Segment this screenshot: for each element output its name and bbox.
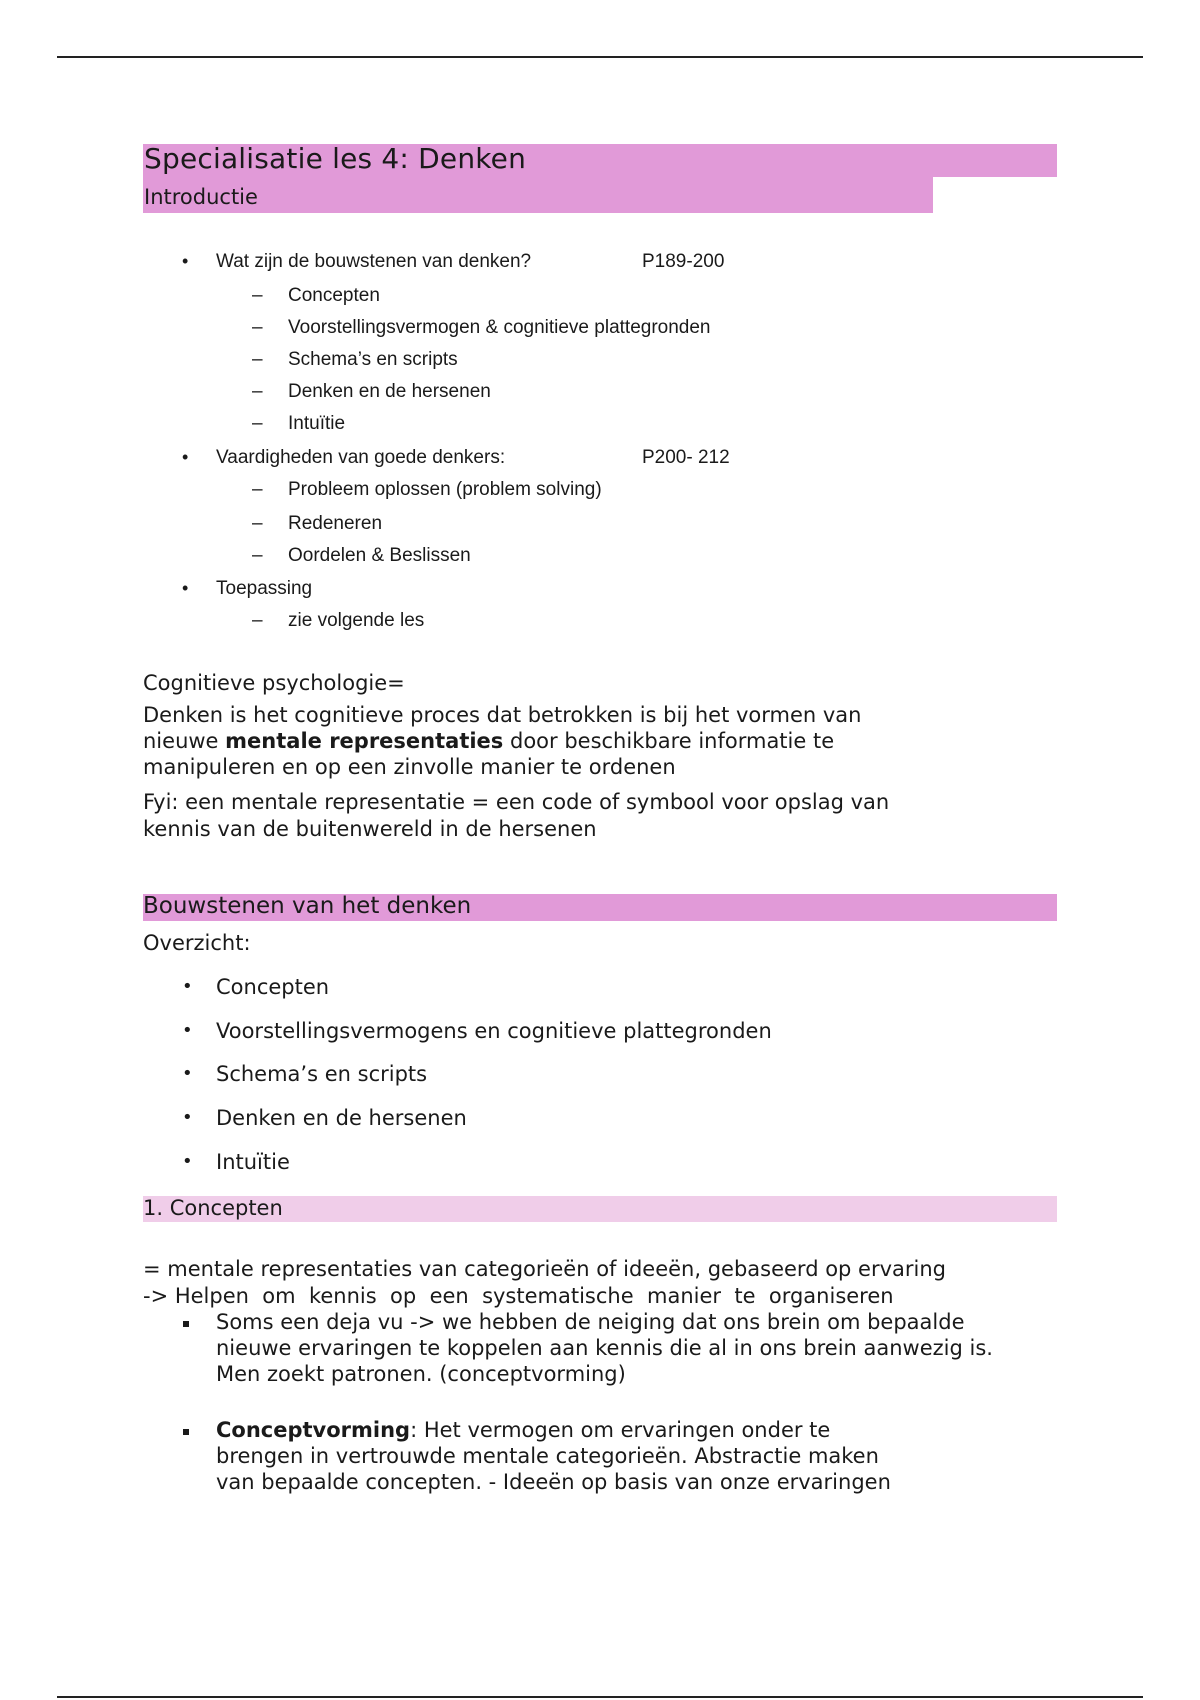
bullet-icon: • <box>182 1107 193 1128</box>
bullet-line: van bepaalde concepten. - Ideeën op basis van onze ervaringen <box>216 1470 891 1494</box>
outline-subitem: Denken en de hersenen <box>288 381 491 402</box>
dash-icon: – <box>252 349 263 370</box>
bullet-icon: • <box>182 1020 193 1041</box>
definition-line <box>143 728 1043 754</box>
bullet-icon: • <box>182 447 189 467</box>
fyi-line: Fyi: een mentale representatie = een code of symbool voor opslag van <box>143 790 890 814</box>
definition-line: manipuleren en op een zinvolle manier te ordenen <box>143 755 676 779</box>
definition-line: -> Helpen om kennis op een systematische manier te organiseren <box>143 1284 894 1308</box>
section-heading: Bouwstenen van het denken <box>143 893 472 919</box>
outline-subitem: Oordelen & Beslissen <box>288 545 471 566</box>
fyi-line: kennis van de buitenwereld in de hersenen <box>143 817 597 841</box>
cognitive-heading: Cognitieve psychologie= <box>143 671 405 695</box>
dash-icon: – <box>252 381 263 402</box>
dash-icon: – <box>252 413 263 434</box>
footer-rule <box>57 1696 1143 1698</box>
outline-subitem: Probleem oplossen (problem solving) <box>288 479 602 500</box>
bullet-keyword: Conceptvorming <box>216 1418 411 1442</box>
outline-subitem: Voorstellingsvermogen & cognitieve plattegronden <box>288 317 711 338</box>
bullet-text: : Het vermogen om ervaringen onder te <box>410 1418 831 1442</box>
subsection-heading: 1. Concepten <box>143 1196 283 1220</box>
outline-subitem: Concepten <box>288 285 380 306</box>
overview-item: Voorstellingsvermogens en cognitieve plattegronden <box>216 1019 772 1043</box>
overview-item: Intuïtie <box>216 1150 290 1174</box>
dash-icon: – <box>252 513 263 534</box>
square-bullet-icon <box>183 1321 189 1327</box>
page-title: Specialisatie les 4: Denken <box>144 142 527 175</box>
bullet-icon: • <box>182 251 189 271</box>
dash-icon: – <box>252 545 263 566</box>
bullet-icon: • <box>182 1063 193 1084</box>
header-rule <box>57 56 1143 58</box>
outline-item-1: Wat zijn de bouwstenen van denken? <box>216 251 532 272</box>
definition-text: door beschikbare informatie te <box>503 729 835 753</box>
bullet-icon: • <box>182 1151 193 1172</box>
dash-icon: – <box>252 317 263 338</box>
outline-item-1-pages: P189-200 <box>642 251 725 272</box>
bullet-line: Soms een deja vu -> we hebben de neiging dat ons brein om bepaalde <box>216 1310 965 1334</box>
overview-label: Overzicht: <box>143 931 251 955</box>
bullet-line: brengen in vertrouwde mentale categorieën. Abstractie maken <box>216 1444 879 1468</box>
dash-icon: – <box>252 610 263 631</box>
definition-keyword: mentale representaties <box>225 729 504 753</box>
bullet-line: Men zoekt patronen. (conceptvorming) <box>216 1362 626 1386</box>
concepts-bullet-2 <box>216 1417 1076 1495</box>
definition-text: nieuwe <box>143 729 226 753</box>
dash-icon: – <box>252 479 263 500</box>
definition-line: Denken is het cognitieve proces dat betrokken is bij het vormen van <box>143 703 862 727</box>
bullet-line <box>216 1417 1076 1443</box>
outline-subitem: Intuïtie <box>288 413 346 434</box>
overview-item: Denken en de hersenen <box>216 1106 467 1130</box>
outline-subitem: zie volgende les <box>288 610 425 631</box>
bullet-line: nieuwe ervaringen te koppelen aan kennis die al in ons brein aanwezig is. <box>216 1336 993 1360</box>
outline-item-3: Toepassing <box>216 578 313 599</box>
dash-icon: – <box>252 285 263 306</box>
outline-subitem: Schema’s en scripts <box>288 349 458 370</box>
overview-item: Schema’s en scripts <box>216 1062 428 1086</box>
outline-item-2: Vaardigheden van goede denkers: <box>216 447 506 468</box>
outline-subitem: Redeneren <box>288 513 383 534</box>
outline-item-2-pages: P200- 212 <box>642 447 730 468</box>
square-bullet-icon <box>183 1429 189 1435</box>
definition-line: = mentale representaties van categorieën of ideeën, gebaseerd op ervaring <box>143 1257 947 1281</box>
bullet-icon: • <box>182 578 189 598</box>
cognitive-definition <box>143 702 1043 780</box>
section-subtitle: Introductie <box>144 185 258 209</box>
bullet-icon: • <box>182 976 193 997</box>
fyi-note <box>143 789 1043 843</box>
overview-item: Concepten <box>216 975 330 999</box>
subtitle-highlight <box>143 176 933 213</box>
concepts-definition <box>143 1256 1063 1310</box>
concepts-bullet-1 <box>216 1309 1076 1387</box>
